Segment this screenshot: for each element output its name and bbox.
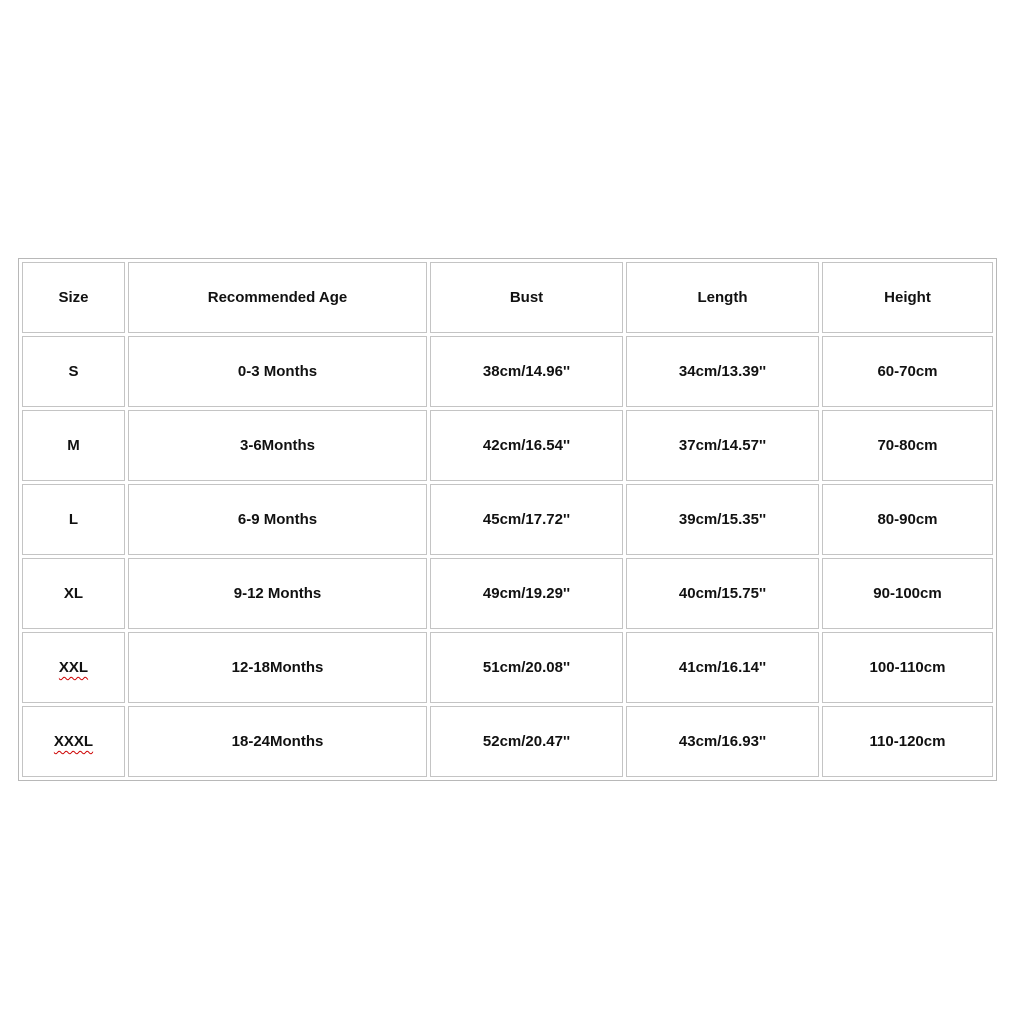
cell-age: 3-6Months xyxy=(128,410,427,481)
cell-age: 6-9 Months xyxy=(128,484,427,555)
table-row xyxy=(22,558,993,629)
header-size: Size xyxy=(22,262,125,333)
cell-height: 90-100cm xyxy=(822,558,993,629)
cell-length: 37cm/14.57'' xyxy=(626,410,819,481)
header-row xyxy=(22,262,993,333)
table-row xyxy=(22,706,993,777)
cell-size: L xyxy=(22,484,125,555)
cell-bust: 51cm/20.08'' xyxy=(430,632,623,703)
table-row xyxy=(22,484,993,555)
spellcheck-flagged-text: XXXL xyxy=(53,733,94,750)
table-row xyxy=(22,410,993,481)
header-bust: Bust xyxy=(430,262,623,333)
cell-length: 41cm/16.14'' xyxy=(626,632,819,703)
cell-length: 43cm/16.93'' xyxy=(626,706,819,777)
cell-bust: 45cm/17.72'' xyxy=(430,484,623,555)
cell-size xyxy=(22,706,125,777)
size-chart-table xyxy=(18,258,997,781)
cell-height: 80-90cm xyxy=(822,484,993,555)
cell-height: 70-80cm xyxy=(822,410,993,481)
cell-size: M xyxy=(22,410,125,481)
cell-size: S xyxy=(22,336,125,407)
cell-length: 39cm/15.35'' xyxy=(626,484,819,555)
cell-height: 110-120cm xyxy=(822,706,993,777)
cell-age: 0-3 Months xyxy=(128,336,427,407)
cell-bust: 38cm/14.96'' xyxy=(430,336,623,407)
cell-bust: 49cm/19.29'' xyxy=(430,558,623,629)
cell-age: 18-24Months xyxy=(128,706,427,777)
cell-age: 12-18Months xyxy=(128,632,427,703)
cell-age: 9-12 Months xyxy=(128,558,427,629)
header-recommended-age: Recommended Age xyxy=(128,262,427,333)
cell-size: XL xyxy=(22,558,125,629)
cell-length: 40cm/15.75'' xyxy=(626,558,819,629)
cell-bust: 52cm/20.47'' xyxy=(430,706,623,777)
cell-height: 100-110cm xyxy=(822,632,993,703)
header-length: Length xyxy=(626,262,819,333)
cell-length: 34cm/13.39'' xyxy=(626,336,819,407)
header-height: Height xyxy=(822,262,993,333)
cell-bust: 42cm/16.54'' xyxy=(430,410,623,481)
table-row xyxy=(22,336,993,407)
cell-size xyxy=(22,632,125,703)
table-row xyxy=(22,632,993,703)
cell-height: 60-70cm xyxy=(822,336,993,407)
spellcheck-flagged-text: XXL xyxy=(58,659,89,676)
